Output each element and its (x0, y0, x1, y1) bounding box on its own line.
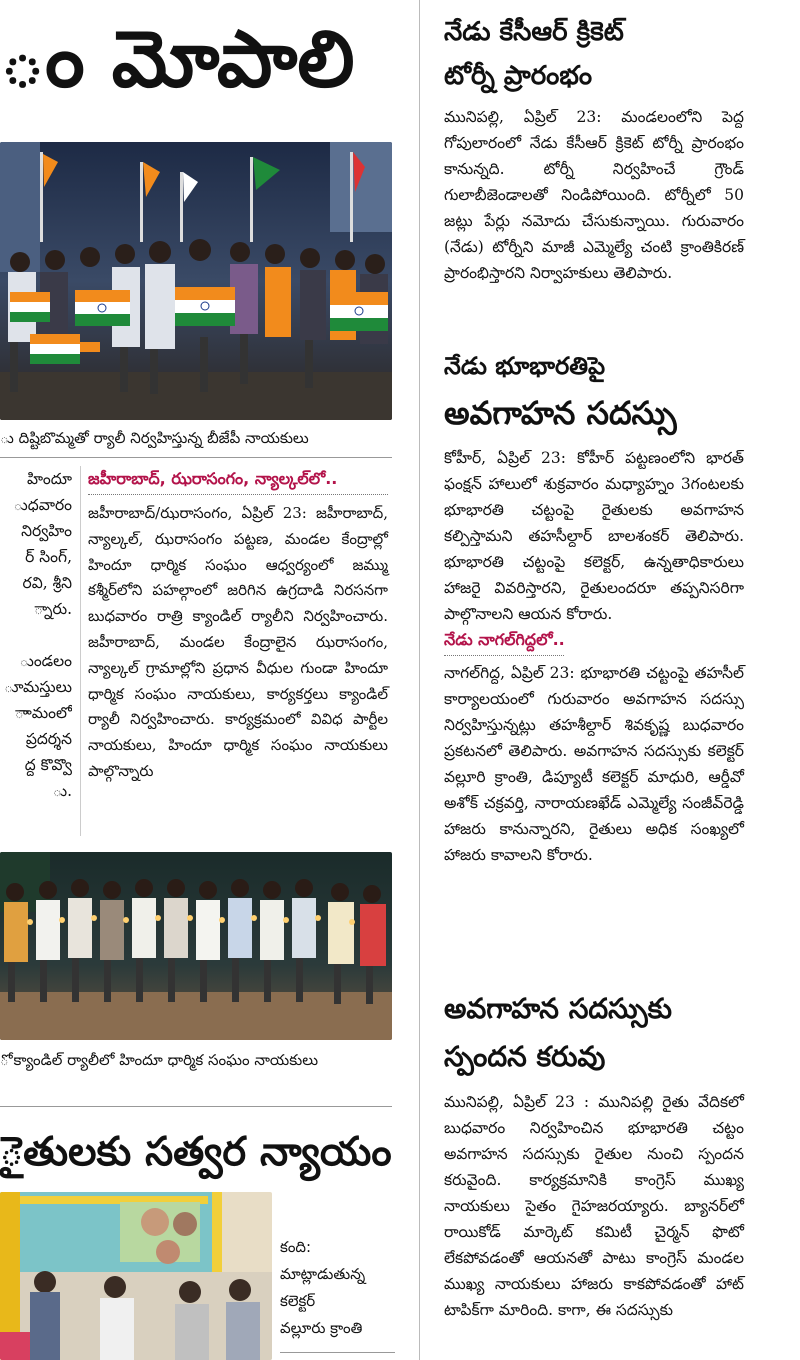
page-column-divider (419, 0, 420, 1360)
bjp-rally-photo (0, 142, 392, 420)
col-a-line: రవి, శ్రీని (22, 574, 72, 592)
rule-2 (0, 1106, 392, 1107)
side-caption-line: మాట్లాడుతున్న (280, 1265, 366, 1283)
col-a-line: ద్ద కొవ్వొ (24, 756, 72, 774)
story2-headline-small: నేడు భూభారతిపై (444, 352, 606, 380)
col-a-line (0, 622, 72, 648)
left-top-headline: ం మోపాలి (0, 15, 355, 105)
photo1-caption: ు దిష్టిబొమ్మతో ర్యాలీ నిర్వహిస్తున్న బీజేపీ నాయకులు (0, 429, 309, 447)
column-a-fragment (0, 466, 72, 804)
col-a-line: ాామంలో (14, 704, 72, 722)
story2-body: కోహీర్, ఏప్రిల్ 23: కోహీర్ పట్టణంలోని భారత్ ఫంక్షన్ హాలులో శుక్రవారం మధ్యాహ్నం 3గంటలకు భూభారతి చట్టంపై రైతులకు అవగాహన కల్పిస్తామని తహసీల్దార్ బాలశంకర్ తెలిపారు. భూభారతి చట్టంపై కలెక్టర్, ఉన్నతాధికారులు హాజరై వివరిస్తారని, రైతులందరూ తప్పనిసరిగా పాల్గొనాలని ఆయన కోరారు. (444, 449, 744, 623)
story-kcr-cricket (444, 10, 744, 286)
story2-sub-body: నాగల్‌గిద్ద, ఏప్రిల్ 23: భూభారతి చట్టంపై తహసీల్ కార్యాలయంలో గురువారం అవగాహన సదస్సు నిర్వహిస్తున్నట్లు తహశీల్దార్ శివకృష్ణ బుధవారం ప్రకటనలో తెలిపారు. అవగాహన సదస్సుకు కలెక్టర్ వల్లూరి క్రాంతి, డిప్యూటీ కలెక్టర్ మాధురి, ఆర్డీవో అశోక్ చక్రవర్తి, నారాయణఖేడ్ ఎమ్మెల్యే సంజీవ్‌రెడ్డి హాజరు కానున్నారని, రైతులు అధిక సంఖ్యలో హాజరు కావాలని కోరారు. (444, 664, 744, 864)
story3-body: మునిపల్లి, ఏప్రిల్ 23 : మునిపల్లి రైతు వేదికలో బుధవారం నిర్వహించిన భూభారతి చట్టం అవగాహన సదస్సుకు రైతుల నుంచి స్పందన కరువైంది. కార్యక్రమానికి కాంగ్రెస్ ముఖ్య నాయకులు సైతం గైహజరయ్యారు. బ్యానర్‌లో రాయికోడ్ మార్కెట్ కమిటీ చైర్మన్ ఫొటో లేకపోవడంతో ఆయనతో పాటు కాంగ్రెస్ మండల ముఖ్య నాయకులు హాజరు కాకపోవడంతో హాట్ టాపిక్‌గా మారింది. కాగా, ఈ సదస్సుకు (444, 1093, 744, 1319)
col-a-line: ర్ సింగ్, (25, 548, 72, 566)
col-a-line: ుండలం (19, 652, 72, 670)
dotted-rule (444, 655, 564, 656)
col-a-line: ్నారు. (34, 600, 72, 618)
col-a-line: నిర్వహిం (21, 522, 72, 540)
zaheerabad-section (88, 466, 388, 785)
col-a-line: హిందూ (27, 470, 72, 488)
story3-headline-line: స్పందన కరువు (444, 1040, 606, 1073)
col-a-line: ు. (52, 782, 72, 800)
story2-sub-title: నేడు నాగల్‌గిద్దలో.. (444, 630, 565, 649)
side-caption-line: వల్లూరు క్రాంతి (280, 1319, 363, 1337)
photo3-side-caption (280, 1234, 395, 1342)
col-a-line: ప్రదర్శన (25, 730, 72, 748)
candle-rally-photo (0, 852, 392, 1040)
story-bhubharathi-awareness (444, 345, 744, 868)
col-a-line: ూమస్తులు (4, 678, 72, 696)
section-body: జహీరాబాద్/ఝరాసంగం, ఏప్రిల్ 23: జహీరాబాద్, న్యాల్కల్, ఝరాసంగం పట్టణ, మండల కేంద్రాల్లో హిందూ ధార్మిక సంఘం ఆధ్వర్యంలో జమ్ము కశ్మీర్‌లోని పహల్గాంలో జరిగిన ఉగ్రదాడి నిరసనగా బుధవారం రాత్రి క్యాండిల్ ర్యాలీని నిర్వహించారు. జహీరాబాద్, మండల కేంద్రాలైన ఝరాసంగం, న్యాల్కల్ గ్రామాల్లోని ప్రధాన వీధుల గుండా హిందూ ధార్మిక సంఘం నాయకులు, కార్యకర్తలు క్యాండిల్ ర్యాలీ నిర్వహించారు. కార్యక్రమంలో వివిధ పార్టీల నాయకులు, హిందూ ధార్మిక సంఘం నాయకులు పాల్గొన్నారు (88, 504, 388, 780)
section-title: జహీరాబాద్, ఝరాసంగం, న్యాల్కల్‌లో.. (88, 469, 338, 488)
collector-photo (0, 1192, 272, 1360)
rule-3 (280, 1352, 395, 1353)
col-a-line: ుధవారం (13, 496, 72, 514)
column-divider-left (80, 466, 81, 836)
dotted-rule (88, 494, 388, 495)
side-caption-line: కంది: (280, 1238, 312, 1256)
story1-headline-line: టోర్నీ ప్రారంభం (444, 61, 593, 91)
story-no-response (444, 985, 744, 1323)
story3-headline-line: అవగాహన సదస్సుకు (444, 992, 672, 1025)
story2-headline-large: అవగాహన సదస్సు (444, 394, 677, 432)
side-caption-line: కలెక్టర్ (280, 1292, 316, 1310)
photo2-caption: ో క్యాండిల్ ర్యాలీలో హిందూ ధార్మిక సంఘం నాయకులు (0, 1051, 319, 1069)
story1-body: మునిపల్లి, ఏప్రిల్ 23: మండలంలోని పెద్ద గోపులారంలో నేడు కేసీఆర్ క్రికెట్ టోర్నీ ప్రారంభం కానున్నది. టోర్నీ నిర్వహించే గ్రౌండ్ గులాబీజెండాలతో నిండిపోయింది. టోర్నీలో 50 జట్లు పేర్లు నమోదు చేసుకున్నాయి. గురువారం (నేడు) టోర్నీని మాజీ ఎమ్మెల్యే చంటి క్రాంతికిరణ్ ప్రారంభిస్తారని నిర్వాహకులు తెలిపారు. (444, 108, 744, 282)
left-bottom-headline: ైతులకు సత్వర న్యాయం (0, 1129, 392, 1175)
story1-headline-line: నేడు కేసీఆర్ క్రికెట్ (444, 17, 624, 47)
rule-1 (0, 457, 392, 458)
